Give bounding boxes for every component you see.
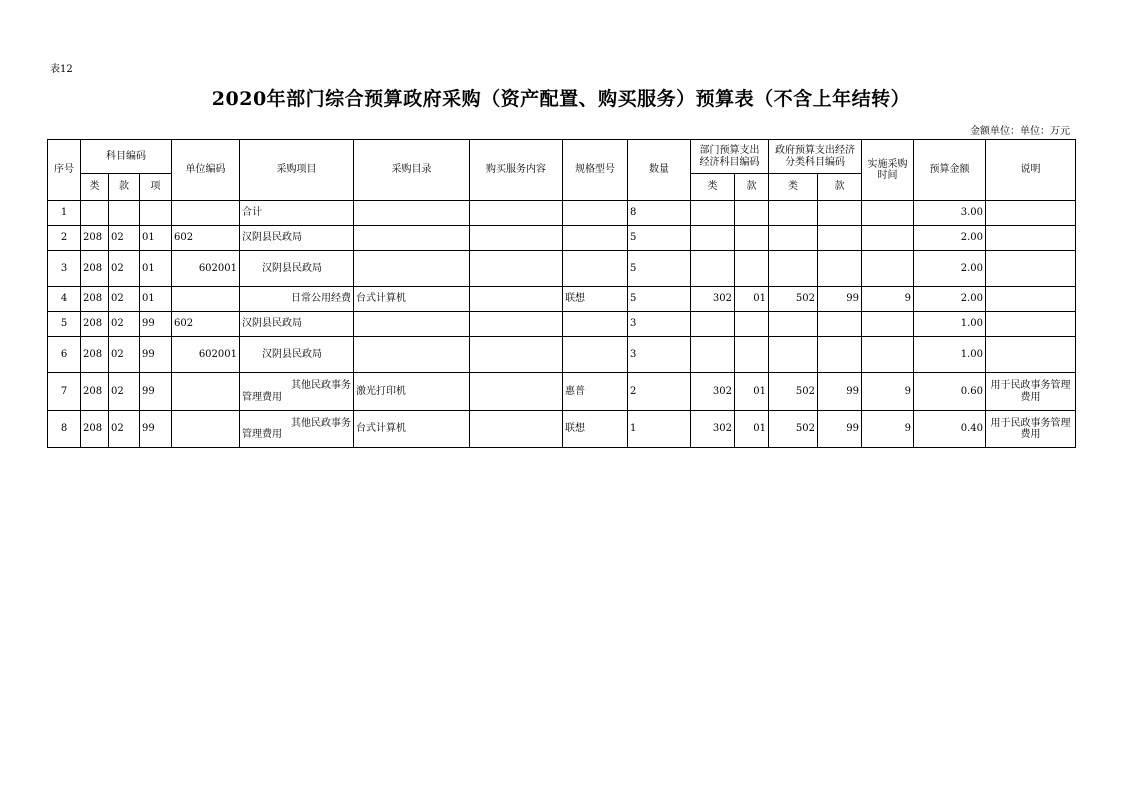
cell-gov-kuan: 99 (818, 373, 862, 411)
cell-dept-kuan (735, 312, 769, 337)
cell-gov-kuan (818, 201, 862, 226)
cell-note (986, 287, 1076, 312)
cell-note (986, 312, 1076, 337)
cell-gov-lei (769, 312, 818, 337)
cell-impl-time (862, 251, 914, 287)
cell-service-content (470, 251, 563, 287)
cell-quantity: 5 (628, 287, 691, 312)
cell-impl-time (862, 201, 914, 226)
cell-purchase-item-line2: 管理费用 (242, 429, 282, 440)
cell-subject-lei: 208 (81, 411, 109, 448)
table-row (48, 312, 1076, 337)
cell-purchase-item-line1: 其他民政事务 (291, 380, 351, 391)
cell-dept-kuan (735, 226, 769, 251)
cell-impl-time: 9 (862, 411, 914, 448)
cell-budget-amount: 0.60 (914, 373, 986, 411)
table-row (48, 251, 1076, 287)
cell-budget-amount: 3.00 (914, 201, 986, 226)
cell-dept-kuan: 01 (735, 373, 769, 411)
cell-purchase-catalog: 台式计算机 (354, 411, 470, 448)
cell-subject-lei: 208 (81, 312, 109, 337)
cell-note (986, 226, 1076, 251)
cell-gov-lei (769, 337, 818, 373)
header-impl-time-line2: 时间 (877, 170, 898, 181)
table-row (48, 337, 1076, 373)
cell-note (986, 201, 1076, 226)
cell-note: 用于民政事务管理费用 (986, 373, 1076, 411)
cell-purchase-item: 汉阴县民政局 (240, 337, 354, 373)
cell-quantity: 5 (628, 226, 691, 251)
cell-purchase-catalog (354, 201, 470, 226)
cell-budget-amount: 0.40 (914, 411, 986, 448)
table-row (48, 287, 1076, 312)
cell-purchase-item: 汉阴县民政局 (240, 312, 354, 337)
header-dept-lei: 类 (691, 174, 735, 201)
cell-spec-model: 联想 (563, 411, 628, 448)
cell-subject-kuan: 02 (109, 337, 140, 373)
table-body (48, 201, 1076, 448)
cell-gov-lei (769, 226, 818, 251)
cell-subject-xiang: 01 (140, 226, 172, 251)
cell-gov-kuan (818, 312, 862, 337)
cell-seq: 6 (48, 337, 81, 373)
cell-purchase-item-line2: 管理费用 (242, 391, 282, 403)
cell-gov-kuan: 99 (818, 287, 862, 312)
cell-unit-code (172, 373, 240, 411)
cell-dept-lei (691, 201, 735, 226)
cell-subject-kuan: 02 (109, 373, 140, 411)
cell-unit-code (172, 411, 240, 448)
cell-budget-amount: 1.00 (914, 337, 986, 373)
cell-dept-lei (691, 312, 735, 337)
cell-gov-kuan (818, 226, 862, 251)
cell-spec-model: 惠普 (563, 373, 628, 411)
cell-spec-model (563, 251, 628, 287)
cell-seq: 5 (48, 312, 81, 337)
header-xiang: 项 (140, 174, 172, 201)
cell-service-content (470, 312, 563, 337)
cell-purchase-catalog: 激光打印机 (354, 373, 470, 411)
cell-unit-code (172, 201, 240, 226)
cell-purchase-item: 汉阴县民政局 (240, 226, 354, 251)
cell-impl-time: 9 (862, 373, 914, 411)
cell-purchase-catalog (354, 251, 470, 287)
cell-spec-model (563, 337, 628, 373)
cell-purchase-catalog (354, 337, 470, 373)
cell-subject-xiang: 99 (140, 411, 172, 448)
header-dept-econ-code (691, 140, 769, 174)
header-gov-lei: 类 (769, 174, 818, 201)
header-gov-econ-line2: 分类科目编码 (785, 156, 845, 168)
cell-budget-amount: 2.00 (914, 287, 986, 312)
cell-dept-kuan (735, 337, 769, 373)
table-number: 表12 (50, 64, 73, 75)
cell-impl-time: 9 (862, 287, 914, 312)
cell-gov-lei: 502 (769, 287, 818, 312)
cell-gov-kuan: 99 (818, 411, 862, 448)
cell-gov-lei: 502 (769, 411, 818, 448)
cell-subject-xiang: 01 (140, 251, 172, 287)
cell-note: 用于民政事务管理费用 (986, 411, 1076, 448)
table-row (48, 373, 1076, 411)
cell-seq: 2 (48, 226, 81, 251)
cell-gov-kuan (818, 337, 862, 373)
cell-service-content (470, 201, 563, 226)
cell-purchase-item: 合计 (240, 201, 354, 226)
cell-dept-lei: 302 (691, 373, 735, 411)
cell-dept-kuan: 01 (735, 411, 769, 448)
cell-dept-lei (691, 226, 735, 251)
cell-seq: 3 (48, 251, 81, 287)
cell-impl-time (862, 337, 914, 373)
cell-subject-lei: 208 (81, 226, 109, 251)
cell-dept-kuan (735, 251, 769, 287)
cell-purchase-catalog: 台式计算机 (354, 287, 470, 312)
header-purchase-item: 采购项目 (240, 140, 354, 201)
cell-seq: 1 (48, 201, 81, 226)
cell-quantity: 3 (628, 312, 691, 337)
cell-service-content (470, 337, 563, 373)
table-row (48, 226, 1076, 251)
cell-quantity: 1 (628, 411, 691, 448)
cell-unit-code (172, 287, 240, 312)
cell-gov-lei (769, 251, 818, 287)
cell-subject-lei: 208 (81, 251, 109, 287)
cell-purchase-item: 汉阴县民政局 (240, 251, 354, 287)
cell-gov-kuan (818, 251, 862, 287)
header-note: 说明 (986, 140, 1076, 201)
table-row (48, 201, 1076, 226)
cell-seq: 4 (48, 287, 81, 312)
header-gov-econ-line1: 政府预算支出经济 (775, 145, 855, 156)
cell-unit-code: 602001 (172, 251, 240, 287)
cell-subject-kuan: 02 (109, 251, 140, 287)
cell-dept-kuan (735, 201, 769, 226)
cell-purchase-catalog (354, 312, 470, 337)
cell-unit-code: 602 (172, 312, 240, 337)
cell-seq: 7 (48, 373, 81, 411)
cell-dept-lei: 302 (691, 411, 735, 448)
header-budget-amount: 预算金额 (914, 140, 986, 201)
header-impl-time-line1: 实施采购 (867, 158, 908, 170)
header-subject-code: 科目编码 (81, 140, 172, 174)
cell-impl-time (862, 226, 914, 251)
cell-subject-lei (81, 201, 109, 226)
cell-quantity: 5 (628, 251, 691, 287)
cell-unit-code: 602 (172, 226, 240, 251)
cell-note (986, 251, 1076, 287)
cell-subject-lei: 208 (81, 373, 109, 411)
header-impl-time (862, 140, 914, 201)
cell-subject-xiang: 99 (140, 312, 172, 337)
cell-seq: 8 (48, 411, 81, 448)
cell-spec-model (563, 226, 628, 251)
cell-subject-xiang: 99 (140, 373, 172, 411)
cell-subject-kuan (109, 201, 140, 226)
cell-budget-amount: 1.00 (914, 312, 986, 337)
header-spec-model: 规格型号 (563, 140, 628, 201)
cell-service-content (470, 411, 563, 448)
cell-service-content (470, 287, 563, 312)
cell-purchase-item (240, 411, 354, 448)
header-gov-kuan: 款 (818, 174, 862, 201)
header-dept-econ-line2: 经济科目编码 (699, 156, 760, 168)
cell-quantity: 8 (628, 201, 691, 226)
header-quantity: 数量 (628, 140, 691, 201)
cell-quantity: 2 (628, 373, 691, 411)
cell-budget-amount: 2.00 (914, 251, 986, 287)
cell-note (986, 337, 1076, 373)
cell-purchase-item (240, 373, 354, 411)
header-dept-kuan: 款 (735, 174, 769, 201)
cell-impl-time (862, 312, 914, 337)
cell-dept-lei: 302 (691, 287, 735, 312)
cell-dept-lei (691, 251, 735, 287)
header-seq: 序号 (48, 140, 81, 201)
header-lei: 类 (81, 174, 109, 201)
cell-purchase-item: 日常公用经费 (240, 287, 354, 312)
header-unit-code: 单位编码 (172, 140, 240, 201)
header-service-content: 购买服务内容 (470, 140, 563, 201)
cell-subject-kuan: 02 (109, 411, 140, 448)
cell-budget-amount: 2.00 (914, 226, 986, 251)
cell-spec-model: 联想 (563, 287, 628, 312)
cell-quantity: 3 (628, 337, 691, 373)
cell-dept-lei (691, 337, 735, 373)
page-title: 2020年部门综合预算政府采购（资产配置、购买服务）预算表（不含上年结转） (211, 88, 911, 110)
cell-subject-lei: 208 (81, 287, 109, 312)
cell-dept-kuan: 01 (735, 287, 769, 312)
header-purchase-catalog: 采购目录 (354, 140, 470, 201)
cell-subject-kuan: 02 (109, 226, 140, 251)
cell-service-content (470, 373, 563, 411)
header-gov-econ-code (769, 140, 862, 174)
table-row (48, 411, 1076, 448)
header-dept-econ-line1: 部门预算支出 (699, 145, 760, 156)
cell-gov-lei: 502 (769, 373, 818, 411)
cell-subject-kuan: 02 (109, 287, 140, 312)
cell-gov-lei (769, 201, 818, 226)
amount-unit-label: 金额单位：单位：万元 (970, 126, 1070, 137)
cell-subject-xiang: 99 (140, 337, 172, 373)
cell-spec-model (563, 312, 628, 337)
cell-spec-model (563, 201, 628, 226)
cell-subject-kuan: 02 (109, 312, 140, 337)
cell-unit-code: 602001 (172, 337, 240, 373)
header-kuan: 款 (109, 174, 140, 201)
cell-purchase-catalog (354, 226, 470, 251)
cell-subject-xiang: 01 (140, 287, 172, 312)
cell-subject-xiang (140, 201, 172, 226)
cell-service-content (470, 226, 563, 251)
budget-table (47, 139, 1076, 448)
cell-purchase-item-line1: 其他民政事务 (291, 417, 351, 429)
cell-subject-lei: 208 (81, 337, 109, 373)
